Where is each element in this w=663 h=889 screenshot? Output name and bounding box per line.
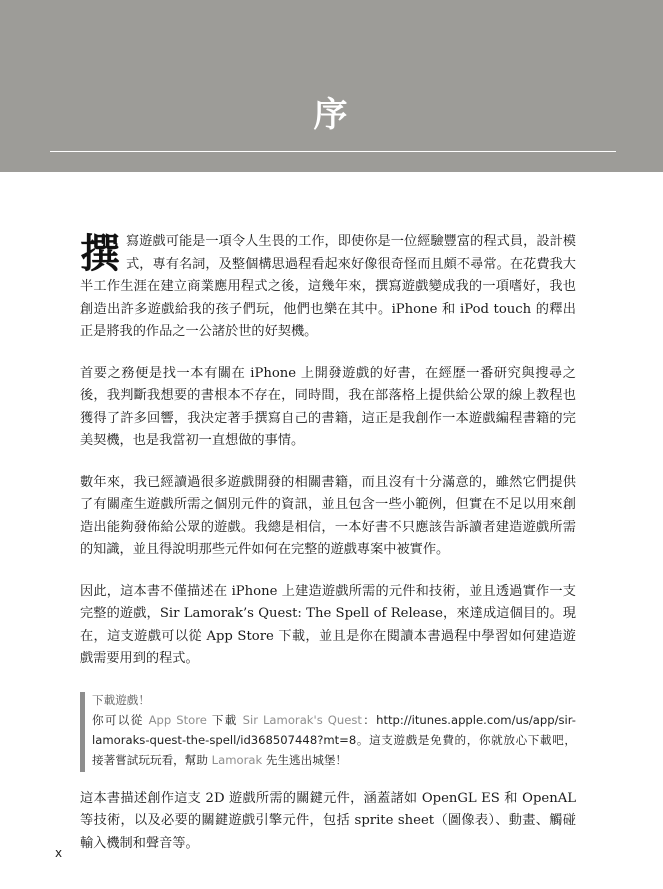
intro-text: 寫遊戲可能是一項令人生畏的工作，即使你是一位經驗豐富的程式員，設計模式，專有名詞，及整個構思過程看起來好像很奇怪而且頗不尋常。在花費我大半工作生涯在建立商業應用程式之後，這幾年來，撰寫遊戲變成我的一項嗜好，我也創造出許多遊戲給我的孩子們玩，他們也樂在其中。iPhone 和 iPod touch 的釋出正是將我的作品之一公諸於世的好契機。: [80, 234, 576, 339]
last-paragraph: 這本書描述創作這支 2D 遊戲所需的關鍵元件，涵蓋諸如 OpenGL ES 和 OpenAL 等技術，以及必要的關鍵遊戲引擎元件，包括 sprite sheet（圖像表）、動畫、觸碰輸入機制和聲音等。: [80, 790, 576, 851]
note-bar: [80, 692, 85, 772]
note-url[interactable]: ：http://itunes.apple.com/us/app/sir-lamoraks-quest-the-spell/id368507448?mt=8。: [92, 712, 576, 747]
drop-cap: 撰: [80, 230, 120, 277]
note-app-store: App Store: [148, 712, 207, 727]
note-download: 下載: [206, 712, 243, 727]
title-rule: [50, 151, 616, 152]
header-band: [0, 0, 663, 172]
intro-paragraph: [80, 231, 576, 344]
chapter-title: 序: [313, 95, 350, 135]
note-text-start: 你可以從: [92, 712, 149, 727]
note-heading: 下載遊戲！: [92, 692, 150, 707]
download-note: [80, 690, 576, 770]
note-lamorak: Lamorak: [211, 752, 263, 767]
paragraph-4: 因此，這本書不僅描述在 iPhone 上建造遊戲所需的元件和技術，並且透過實作一支完整的遊戲，Sir Lamorak’s Quest: The Spell of Release，來達成這個目的。現在，這支遊戲可以從 App Store 下載，並且是你在閱讀本書過程中學習如何建造遊戲需要用到的程式。: [80, 583, 576, 666]
page-number: x: [55, 846, 63, 860]
note-text-after-url: 這支遊戲是免費的，你就放心下載吧，接著嘗試玩玩看，幫助: [92, 732, 576, 767]
body-text: [80, 231, 576, 874]
note-body: [92, 710, 576, 770]
note-ending: 先生逃出城堡！: [262, 752, 348, 767]
paragraph-3: 數年來，我已經讀過很多遊戲開發的相關書籍，而且沒有十分滿意的，雖然它們提供了有關產生遊戲所需之個別元件的資訊，並且包含一些小範例，但實在不足以用來創造出能夠發佈給公眾的遊戲。我總是相信，一本好書不只應該告訴讀者建造遊戲所需的知識，並且得說明那些元件如何在完整的遊戲專案中被實作。: [80, 474, 576, 557]
note-game-name: Sir Lamorak's Quest: [242, 712, 362, 727]
paragraph-2: 首要之務便是找一本有關在 iPhone 上開發遊戲的好書，在經歷一番研究與搜尋之後，我判斷我想要的書根本不存在，同時間，我在部落格上提供給公眾的線上教程也獲得了許多回響，我決定著手撰寫自己的書籍，這正是我創作一本遊戲編程書籍的完美契機，也是我當初一直想做的事情。: [80, 365, 576, 448]
